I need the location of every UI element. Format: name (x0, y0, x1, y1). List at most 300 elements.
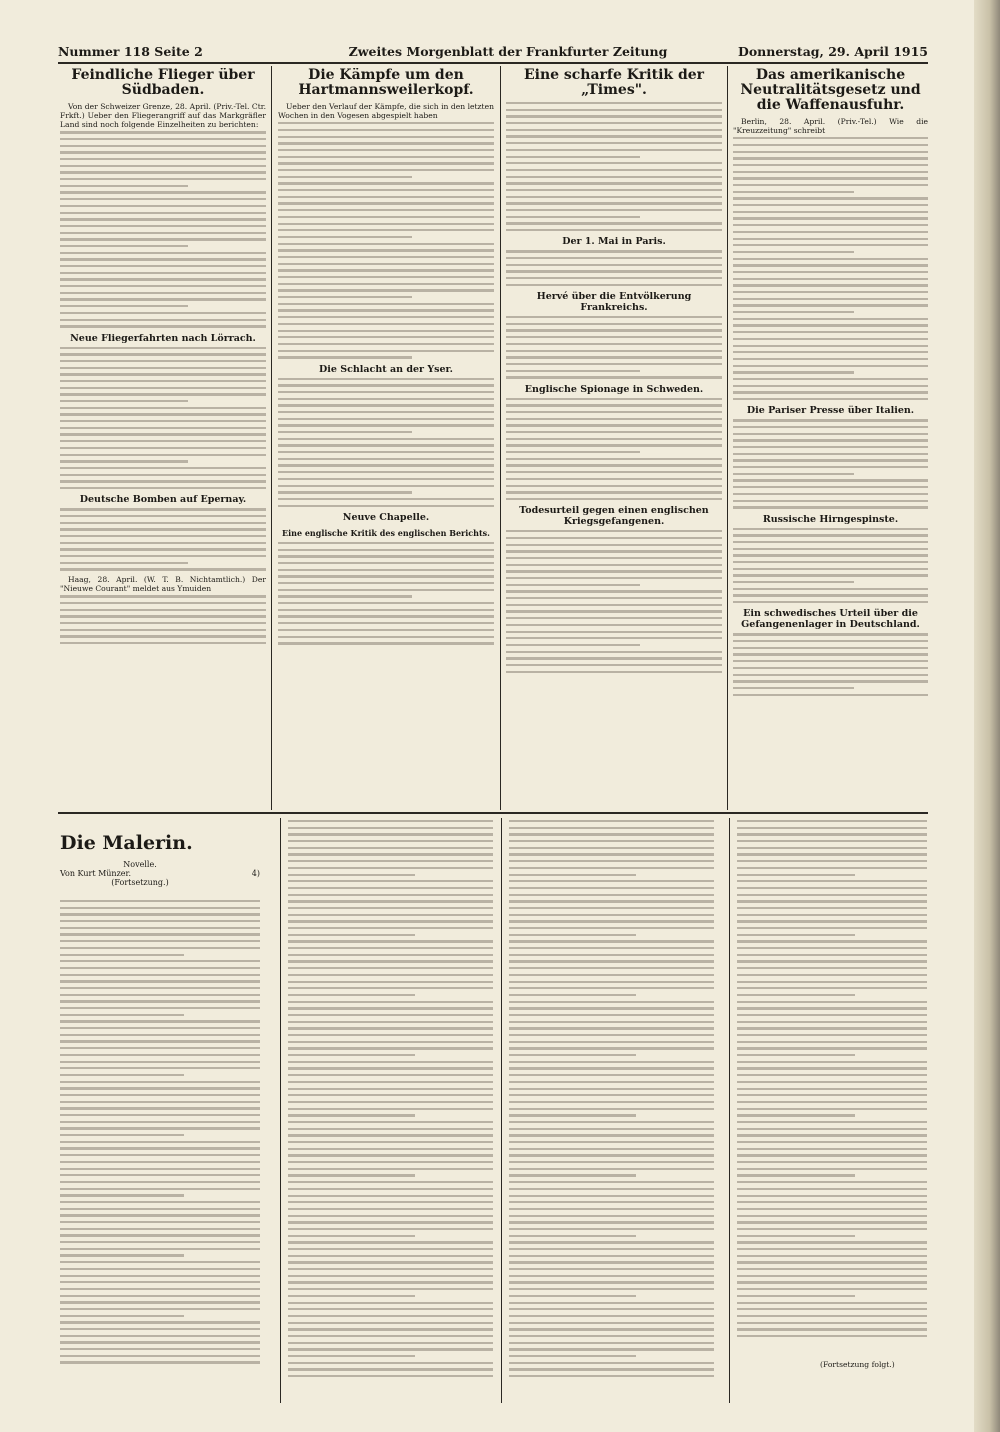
text-line (60, 1067, 260, 1069)
text-line (509, 920, 714, 922)
text-line (278, 122, 494, 124)
header-newspaper-name: Zweites Morgenblatt der Frankfurter Zeitung (348, 44, 668, 59)
text-line (60, 1040, 260, 1042)
article-subtitle: Eine englische Kritik des englischen Berichts. (282, 527, 490, 538)
text-line (278, 431, 412, 433)
text-line (506, 343, 722, 345)
text-line (288, 853, 493, 855)
text-line (60, 165, 266, 167)
text-line (737, 1241, 927, 1243)
text-line (733, 633, 928, 635)
text-line (737, 1128, 927, 1130)
text-line (60, 413, 266, 415)
text-line (288, 1355, 415, 1357)
text-line (733, 331, 928, 333)
text-line (506, 162, 722, 164)
text-line (509, 1308, 714, 1310)
text-line (60, 245, 188, 247)
text-line (288, 1288, 493, 1290)
text-line (506, 284, 722, 286)
text-line (60, 460, 188, 462)
text-line (737, 987, 927, 989)
text-line (60, 602, 266, 604)
article-subtitle: Hervé über die Entvölkerung Frankreichs. (536, 291, 692, 314)
feuilleton-subtitle (60, 860, 260, 887)
text-line (60, 900, 260, 902)
text-line (737, 894, 927, 896)
text-line (278, 451, 494, 453)
text-line (509, 954, 714, 956)
text-line (60, 1081, 260, 1083)
text-line (288, 1201, 493, 1203)
text-line (506, 644, 640, 646)
text-line (737, 914, 927, 916)
text-line (60, 1275, 260, 1277)
text-line (278, 256, 494, 258)
article-subtitle: Todesurteil gegen einen englischen Kriegsgefangenen. (519, 505, 709, 528)
header-rule (58, 62, 928, 64)
text-line (506, 156, 640, 158)
text-line (60, 1221, 260, 1223)
text-line (278, 629, 494, 631)
text-line (509, 1081, 714, 1083)
text-line (506, 498, 722, 500)
text-line (733, 541, 928, 543)
text-line (288, 1007, 493, 1009)
text-line (60, 252, 266, 254)
text-line (737, 1201, 927, 1203)
text-line (288, 1034, 493, 1036)
text-line (278, 216, 494, 218)
text-line (60, 1241, 260, 1243)
text-line (509, 1088, 714, 1090)
text-line (506, 544, 722, 546)
text-line (278, 411, 494, 413)
text-line (288, 1328, 493, 1330)
article-subtitle: Ein schwedisches Urteil über die Gefangenenlager in Deutschland. (741, 608, 920, 631)
text-line (733, 137, 928, 139)
article-title: Eine scharfe Kritik der „Times". (523, 68, 705, 98)
text-line (509, 1061, 714, 1063)
article-lead: Berlin, 28. April. (Priv.-Tel.) Wie die "Kreuzzeitung" schreibt (733, 117, 928, 136)
text-line (288, 1108, 493, 1110)
text-line (733, 204, 928, 206)
text-line (506, 109, 722, 111)
article-subtitle: Neuve Chapelle. (342, 511, 430, 523)
text-line (60, 1181, 260, 1183)
text-line (278, 249, 494, 251)
text-line (506, 376, 722, 378)
text-line (509, 1121, 714, 1123)
text-line (278, 343, 494, 345)
text-line (506, 135, 722, 137)
text-line (278, 384, 494, 386)
text-line (737, 1061, 927, 1063)
article-text (733, 419, 928, 508)
text-line (288, 1362, 493, 1364)
text-line (60, 138, 266, 140)
text-line (737, 1134, 927, 1136)
text-line (733, 358, 928, 360)
header-date: Donnerstag, 29. April 1915 (737, 44, 928, 59)
text-line (737, 1215, 927, 1217)
text-line (733, 506, 928, 508)
article-subtitle: Russische Hirngespinste. (762, 513, 899, 525)
text-line (288, 1228, 493, 1230)
text-line (509, 1174, 636, 1176)
text-line (278, 149, 494, 151)
text-line (506, 577, 722, 579)
text-line (60, 994, 260, 996)
text-line (506, 115, 722, 117)
text-line (278, 582, 494, 584)
text-line (733, 426, 928, 428)
text-line (733, 338, 928, 340)
text-line (60, 185, 188, 187)
text-line (509, 907, 714, 909)
text-line (278, 243, 494, 245)
text-line (278, 136, 494, 138)
text-line (60, 319, 266, 321)
text-line (733, 601, 928, 603)
column-divider (727, 66, 728, 810)
text-line (278, 478, 494, 480)
text-line (509, 1201, 714, 1203)
text-line (278, 471, 494, 473)
text-line (60, 1341, 260, 1343)
text-line (60, 1174, 260, 1176)
text-line (733, 493, 928, 495)
text-line (288, 1275, 493, 1277)
text-line (60, 272, 266, 274)
text-line (737, 927, 927, 929)
text-line (509, 1328, 714, 1330)
text-line (278, 169, 494, 171)
text-line (288, 820, 493, 822)
text-line (509, 1027, 714, 1029)
text-line (737, 1141, 927, 1143)
text-line (733, 351, 928, 353)
header-page-number: Nummer 118 Seite 2 (58, 44, 203, 59)
text-line (506, 651, 722, 653)
text-line (60, 974, 260, 976)
feuilleton-column-2 (288, 820, 493, 1400)
text-line (509, 1248, 714, 1250)
text-line (737, 833, 927, 835)
text-line (278, 350, 494, 352)
text-line (506, 631, 722, 633)
text-line (288, 1261, 493, 1263)
text-line (60, 487, 266, 489)
text-line (60, 1335, 260, 1337)
text-line (60, 1355, 260, 1357)
text-line (60, 1295, 260, 1297)
text-line (60, 1134, 184, 1136)
text-line (60, 347, 266, 349)
text-line (60, 1141, 260, 1143)
feuilleton-number: 4) (251, 869, 260, 878)
text-line (60, 1087, 260, 1089)
text-line (60, 1194, 184, 1196)
text-line (733, 473, 854, 475)
text-line (288, 1281, 493, 1283)
text-line (60, 1268, 260, 1270)
text-line (60, 1234, 260, 1236)
text-line (733, 284, 928, 286)
text-line (737, 1308, 927, 1310)
text-line (506, 270, 722, 272)
text-line (506, 584, 640, 586)
text-line (288, 1168, 493, 1170)
text-line (506, 491, 722, 493)
text-line (737, 1027, 927, 1029)
text-line (288, 1302, 493, 1304)
text-line (737, 1067, 927, 1069)
text-line (737, 1335, 927, 1337)
text-line (506, 537, 722, 539)
article-text (506, 250, 722, 286)
text-line (509, 927, 714, 929)
text-line (509, 840, 714, 842)
text-line (288, 1241, 493, 1243)
text-line (733, 667, 928, 669)
text-line (509, 1094, 714, 1096)
text-line (60, 542, 266, 544)
text-line (278, 283, 494, 285)
text-line (278, 418, 494, 420)
text-line (733, 231, 928, 233)
text-line (737, 907, 927, 909)
text-line (60, 1328, 260, 1330)
text-line (278, 404, 494, 406)
text-line (278, 424, 494, 426)
text-line (288, 1054, 415, 1056)
text-line (288, 927, 493, 929)
article-text (733, 528, 928, 604)
text-line (733, 278, 928, 280)
text-line (733, 217, 928, 219)
article-text (60, 508, 266, 570)
article-text (60, 347, 266, 490)
text-line (509, 1134, 714, 1136)
text-line (60, 1000, 260, 1002)
text-line (733, 318, 928, 320)
text-line (506, 149, 722, 151)
text-line (288, 1342, 493, 1344)
text-line (737, 1288, 927, 1290)
text-line (733, 144, 928, 146)
text-line (60, 535, 266, 537)
text-line (509, 1034, 714, 1036)
text-line (737, 1228, 927, 1230)
text-line (506, 209, 722, 211)
text-line (737, 954, 927, 956)
text-line (60, 987, 260, 989)
text-line (278, 464, 494, 466)
article-text (60, 131, 266, 327)
text-line (288, 1088, 493, 1090)
text-line (737, 1034, 927, 1036)
text-line (509, 1235, 636, 1237)
text-line (60, 218, 266, 220)
text-line (509, 867, 714, 869)
text-line (737, 1255, 927, 1257)
text-line (278, 549, 494, 551)
text-line (509, 1041, 714, 1043)
text-line (506, 485, 722, 487)
text-line (506, 277, 722, 279)
text-line (60, 393, 266, 395)
text-line (506, 222, 722, 224)
text-line (737, 1021, 927, 1023)
text-line (506, 182, 722, 184)
text-line (60, 1201, 260, 1203)
text-line (733, 680, 928, 682)
text-line (506, 323, 722, 325)
text-line (509, 1195, 714, 1197)
text-line (288, 1154, 493, 1156)
text-line (288, 874, 415, 876)
article-text (278, 378, 494, 507)
text-line (278, 595, 412, 597)
text-line (288, 1181, 493, 1183)
text-line (737, 1248, 927, 1250)
text-line (60, 380, 266, 382)
text-line (509, 874, 636, 876)
text-line (737, 1094, 927, 1096)
text-line (506, 431, 722, 433)
text-line (60, 1121, 260, 1123)
article-paragraph: Haag, 28. April. (W. T. B. Nichtamtlich.) Der "Nieuwe Courant" meldet aus Ymuiden (60, 575, 266, 594)
text-line (60, 1315, 184, 1317)
text-line (60, 285, 266, 287)
text-line (737, 860, 927, 862)
text-line (737, 1328, 927, 1330)
text-line (733, 674, 928, 676)
text-line (60, 528, 266, 530)
text-line (288, 1348, 493, 1350)
text-line (288, 1001, 493, 1003)
text-line (506, 637, 722, 639)
text-line (288, 827, 493, 829)
text-line (737, 1275, 927, 1277)
text-line (737, 867, 927, 869)
text-line (737, 1041, 927, 1043)
text-line (278, 196, 494, 198)
text-line (60, 225, 266, 227)
text-line (278, 202, 494, 204)
page-edge (974, 0, 1000, 1432)
text-line (737, 1208, 927, 1210)
text-line (60, 1361, 260, 1363)
text-line (60, 447, 266, 449)
text-line (509, 934, 636, 936)
text-line (733, 244, 928, 246)
text-line (60, 178, 266, 180)
article-text (60, 595, 266, 644)
text-line (509, 1074, 714, 1076)
column-divider (280, 818, 281, 1403)
text-line (737, 840, 927, 842)
text-line (288, 1375, 493, 1377)
text-line (288, 1248, 493, 1250)
text-line (733, 211, 928, 213)
text-line (60, 367, 266, 369)
text-line (278, 398, 494, 400)
text-line (509, 1348, 714, 1350)
column-divider (271, 66, 272, 810)
text-line (278, 309, 494, 311)
text-line (737, 947, 927, 949)
text-line (733, 439, 928, 441)
text-line (737, 1154, 927, 1156)
text-line (60, 1281, 260, 1283)
text-line (288, 1235, 415, 1237)
text-line (733, 653, 928, 655)
text-line (733, 459, 928, 461)
text-line (509, 1181, 714, 1183)
text-line (737, 1235, 855, 1237)
text-line (288, 1322, 493, 1324)
text-line (278, 296, 412, 298)
text-line (509, 1188, 714, 1190)
text-line (506, 438, 722, 440)
text-line (288, 1335, 493, 1337)
text-line (288, 1161, 493, 1163)
text-line (60, 1014, 184, 1016)
text-line (737, 874, 855, 876)
text-line (733, 365, 928, 367)
text-line (509, 1275, 714, 1277)
text-line (506, 176, 722, 178)
text-line (288, 920, 493, 922)
text-line (506, 329, 722, 331)
text-line (288, 1041, 493, 1043)
text-line (60, 198, 266, 200)
text-line (506, 451, 640, 453)
text-line (60, 353, 266, 355)
text-line (733, 561, 928, 563)
text-line (278, 569, 494, 571)
article-text (733, 137, 928, 400)
text-line (60, 960, 260, 962)
text-line (60, 454, 266, 456)
text-line (278, 303, 494, 305)
text-line (60, 1254, 184, 1256)
text-line (733, 534, 928, 536)
text-line (506, 597, 722, 599)
text-line (733, 581, 854, 583)
text-line (60, 1020, 260, 1022)
article-subtitle: Neue Fliegerfahrten nach Lörrach. (70, 332, 256, 344)
feuilleton-author: Von Kurt Münzer. (60, 869, 132, 878)
text-line (278, 562, 494, 564)
text-line (278, 555, 494, 557)
text-line (288, 880, 493, 882)
text-line (737, 934, 855, 936)
text-line (506, 370, 640, 372)
text-line (509, 887, 714, 889)
feuilleton-column-1 (60, 900, 260, 1400)
text-line (278, 622, 494, 624)
text-line (288, 907, 493, 909)
text-line (737, 1168, 927, 1170)
text-line (506, 142, 722, 144)
column-divider (500, 66, 501, 810)
text-line (60, 420, 266, 422)
text-line (288, 994, 415, 996)
text-line (733, 647, 928, 649)
